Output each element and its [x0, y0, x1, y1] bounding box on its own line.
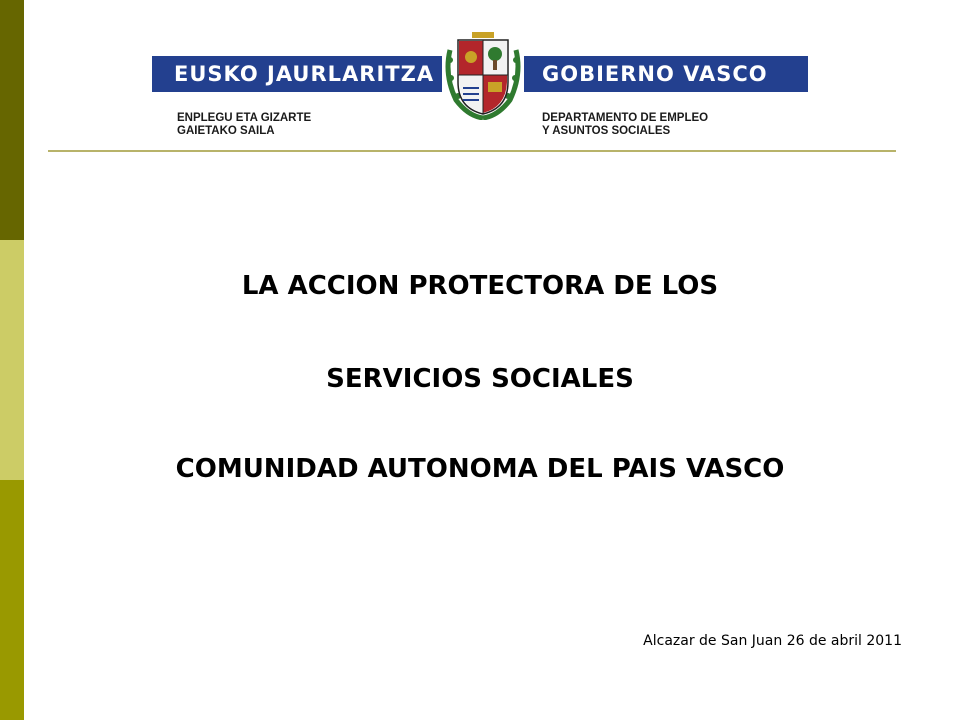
department-line: Y ASUNTOS SOCIALES [542, 125, 671, 137]
department-line: DEPARTAMENTO DE EMPLEO [542, 112, 709, 124]
banner-right: GOBIERNO VASCO [524, 56, 808, 92]
accent-segment-mid [0, 480, 24, 720]
government-logo [152, 30, 808, 145]
title-line-3: COMUNIDAD AUTONOMA DEL PAIS VASCO [175, 454, 785, 484]
accent-segment-light [0, 240, 24, 480]
accent-segment-dark [0, 0, 24, 240]
title-line-1: LA ACCION PROTECTORA DE LOS [241, 271, 719, 301]
title-line-2: SERVICIOS SOCIALES [326, 364, 634, 394]
department-name-spanish [542, 112, 708, 138]
banner-left: EUSKO JAURLARITZA [152, 56, 442, 92]
header-divider [48, 150, 896, 152]
left-accent-bar [0, 0, 24, 720]
department-line: ENPLEGU ETA GIZARTE [177, 112, 312, 124]
coat-of-arms-icon [442, 30, 524, 120]
location-date: Alcazar de San Juan 26 de abril 2011 [643, 633, 902, 649]
department-name-basque [177, 112, 311, 138]
department-line: GAIETAKO SAILA [177, 125, 275, 137]
